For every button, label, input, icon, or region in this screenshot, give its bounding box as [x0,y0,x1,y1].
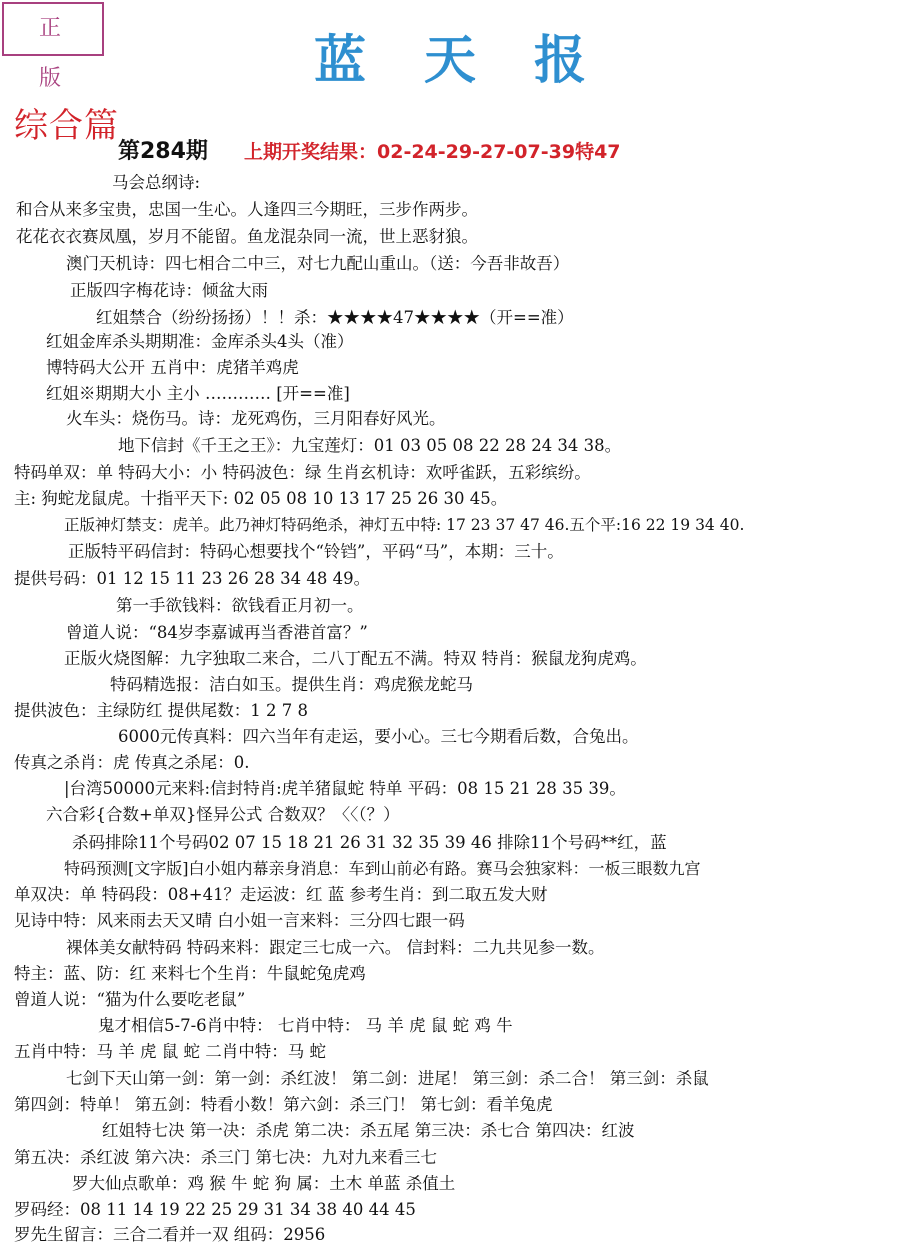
text-line: |台湾50000元来料:信封特肖:虎羊猪鼠蛇 特单 平码：08 15 21 28 35 39。 [64,779,626,798]
text-line: 第四剑：特单！ 第五剑：特看小数！第六剑：杀三门！ 第七剑：看羊兔虎 [14,1095,553,1114]
text-line: 主: 狗蛇龙鼠虎。十指平天下: 02 05 08 10 13 17 25 26 30 45。 [14,489,508,508]
newspaper-masthead: 蓝天报 [313,30,644,91]
text-line: 提供号码：01 12 15 11 23 26 28 34 48 49。 [14,569,371,588]
text-line: 正版神灯禁支：虎羊。此乃神灯特码绝杀，神灯五中特: 17 23 37 47 46.五个平:16 22 19 34 40. [64,516,745,534]
text-line: 特码单双：单 特码大小：小 特码波色：绿 生肖玄机诗：欢呼雀跃，五彩缤纷。 [14,463,591,482]
text-line: 第五决：杀红波 第六决：杀三门 第七决：九对九来看三七 [14,1148,437,1167]
text-line: 见诗中特：风来雨去天又晴 白小姐一言来料：三分四七跟一码 [14,911,465,930]
text-line: 提供波色：主绿防红 提供尾数：1 2 7 8 [14,701,308,720]
text-line: 裸体美女献特码 特码来料：跟定三七成一六。 信封料：二九共见参一数。 [66,938,605,957]
text-line: 6000元传真料：四六当年有走运，要小心。三七今期看后数，合兔出。 [118,727,639,746]
text-line: 和合从来多宝贵，忠国一生心。人逢四三今期旺，三步作两步。 [16,200,478,219]
text-line: 传真之杀肖：虎 传真之杀尾：0. [14,753,250,772]
text-line: 六合彩{合数+单双}怪异公式 合数双？〈〈（？） [46,805,400,824]
text-line: 正版火烧图解：九字独取二来合，二八丁配五不满。特双 特肖：猴鼠龙狗虎鸡。 [64,649,647,668]
text-line: 七剑下天山第一剑：第一剑：杀红波！ 第二剑：进尾！ 第三剑：杀二合！ 第三剑：杀鼠 [66,1069,709,1088]
text-line: 特码精选报：洁白如玉。提供生肖：鸡虎猴龙蛇马 [110,675,473,694]
text-line: 澳门天机诗：四七相合二中三，对七九配山重山。（送：今吾非故吾） [66,254,570,273]
text-line: 博特码大公开 五肖中：虎猪羊鸡虎 [46,358,299,377]
text-line: 第一手欲钱料：欲钱看正月初一。 [116,596,364,615]
text-line: 罗大仙点歌单：鸡 猴 牛 蛇 狗 属：土木 单蓝 杀值土 [72,1174,456,1193]
text-line: 特码预测[文字版]白小姐内幕亲身消息：车到山前必有路。赛马会独家料：一板三眼数九宫 [64,859,701,878]
issue-number: 第284期 [118,139,208,164]
text-line: 曾道人说：“84岁李嘉诚再当香港首富？” [66,623,368,642]
text-line: 正版特平码信封：特码心想要找个“铃铛”，平码“马”，本期：三十。 [68,542,564,561]
text-line: 罗码经：08 11 14 19 22 25 29 31 34 38 40 44 45 [14,1200,416,1219]
text-line: 鬼才相信5-7-6肖中特： 七肖中特： 马 羊 虎 鼠 蛇 鸡 牛 [98,1016,513,1035]
last-draw-result: 上期开奖结果：02-24-29-27-07-39特47 [244,141,621,163]
text-line: 红姐金库杀头期期准：金库杀头4头（准） [46,332,354,351]
text-line: 单双决：单 特码段：08+41？走运波：红 蓝 参考生肖：到二取五发大财 [14,885,548,904]
genuine-edition-stamp: 正 版 [2,2,104,56]
text-line: 五肖中特：马 羊 虎 鼠 蛇 二肖中特：马 蛇 [14,1042,326,1061]
text-line: 地下信封《千王之王》：九宝莲灯：01 03 05 08 22 28 24 34 38。 [118,436,622,455]
text-line: 红姐特七决 第一决：杀虎 第二决：杀五尾 第三决：杀七合 第四决：红波 [102,1121,635,1140]
text-line: 红姐※期期大小 主小 ………… [开==准] [46,384,350,403]
text-line: 红姐禁合（纷纷扬扬）！！杀：★★★★47★★★★（开==准） [96,308,574,327]
text-line: 正版四字梅花诗：倾盆大雨 [70,281,268,300]
text-line: 火车头：烧伤马。诗：龙死鸡伤，三月阳春好风光。 [66,409,446,428]
text-line: 马会总纲诗: [112,173,201,192]
section-title: 综合篇 [14,106,119,146]
text-line: 杀码排除11个号码02 07 15 18 21 26 31 32 35 39 46 排除11个号码**红，蓝 [72,833,667,852]
text-line: 特主：蓝、防：红 来料七个生肖：牛鼠蛇兔虎鸡 [14,964,366,983]
text-line: 罗先生留言：三合二看并一双 组码：2956 [14,1225,326,1244]
text-line: 曾道人说：“猫为什么要吃老鼠” [14,990,246,1009]
text-line: 花花衣衣赛凤凰，岁月不能留。鱼龙混杂同一流，世上恶豺狼。 [16,227,478,246]
